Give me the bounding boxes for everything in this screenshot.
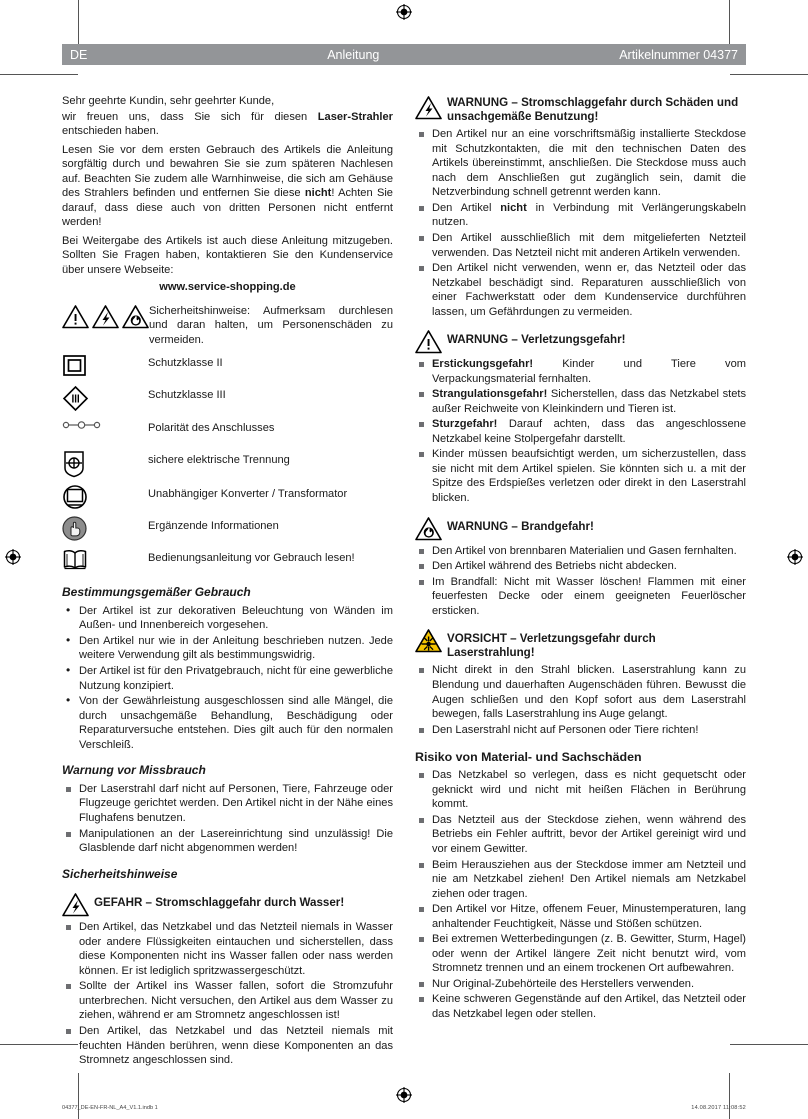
read-manual-book-icon <box>62 548 88 572</box>
list-item: Sturzgefahr! Darauf achten, dass das angeschlossene Netzkabel keine Stolpergefahr darstellt. <box>415 417 746 446</box>
list-item: Den Artikel von brennbaren Materialien und Gasen fernhalten. <box>415 544 746 559</box>
list-item: Den Artikel, das Netzkabel und das Netzteil niemals in Wasser oder andere Flüssigkeiten eintauchen und sicherstellen, dass diese Komponenten nicht ins Wasser fallen oder nass werden können. Er ist lediglich spritzwassergeschützt. <box>62 920 393 978</box>
registration-target-icon <box>5 549 21 565</box>
list-item: Der Laserstrahl darf nicht auf Personen, Tiere, Fahrzeuge oder Flugzeuge gerichtet werden. Den Artikel nicht in der Nähe eines Flughafens benutzen. <box>62 782 393 826</box>
crop-mark-top-left-vertical <box>78 0 79 46</box>
registration-target-icon <box>787 549 803 565</box>
list-item: Den Artikel vor Hitze, offenem Feuer, Minustemperaturen, lang anhaltender Feuchtigkeit, Nässe und Stößen schützen. <box>415 902 746 931</box>
warning-triangle-laser-icon <box>415 627 447 653</box>
footer-filename: 04377_DE-EN-FR-NL_A4_V1.1.indb 1 <box>62 1105 158 1111</box>
warning-injury-list <box>415 357 746 505</box>
list-item: Manipulationen an der Lasereinrichtung sind unzulässig! Die Glasblende darf nicht abgenommen werden! <box>62 827 393 856</box>
legend-row <box>62 450 393 478</box>
section-heading-intended-use: Bestimmungsgemäßer Gebrauch <box>62 585 251 600</box>
warning-triangle-electric-icon <box>415 94 447 120</box>
list-item: Das Netzteil aus der Steckdose ziehen, wenn während des Betriebs ein Fehler auftritt, bevor der Artikel gereinigt wird und vor einem Gewitter. <box>415 813 746 857</box>
warning-fire-title: WARNUNG – Brandgefahr! <box>447 519 594 533</box>
crop-mark-top-right-horizontal <box>730 74 808 75</box>
page-header-bar <box>62 44 746 65</box>
independent-converter-icon <box>62 484 88 510</box>
article-number: Artikelnummer 04377 <box>619 47 738 62</box>
protection-class-3-icon <box>62 385 89 412</box>
material-risk-list <box>415 768 746 1021</box>
right-column <box>415 94 746 1023</box>
section-heading-misuse-warning: Warnung vor Missbrauch <box>62 763 206 778</box>
additional-information-hand-icon <box>62 516 87 541</box>
legend-row <box>62 484 393 510</box>
list-item: Beim Herausziehen aus der Steckdose immer am Netzteil und nie am Netzkabel ziehen! Den Artikel niemals am Netzkabel ziehen oder tragen. <box>415 858 746 902</box>
list-item: • Von der Gewährleistung ausgeschlossen sind alle Mängel, die durch unsachgemäße Behandlung, Beschädigung oder Reparaturversuche entstehen. Dies gilt auch für den normalen Verschleiß. <box>62 694 393 752</box>
list-item: • Der Artikel ist für den Privatgebrauch, nicht für eine gewerbliche Nutzung konzipiert. <box>62 664 393 693</box>
legend-row <box>62 304 393 347</box>
polarity-icon <box>62 418 102 432</box>
legend-row <box>62 418 393 444</box>
legend-icon-group <box>62 353 148 378</box>
crop-mark-top-left-horizontal <box>0 74 78 75</box>
list-item: Den Laserstrahl nicht auf Personen oder Tiere richten! <box>415 723 746 738</box>
warning-shock-title: WARNUNG – Stromschlaggefahr durch Schäden und unsachgemäße Benutzung! <box>447 96 739 124</box>
caution-laser-title: VORSICHT – Verletzungsgefahr durch Laserstrahlung! <box>447 632 656 660</box>
list-item: Den Artikel nur an eine vorschriftsmäßig installierte Steckdose mit Schutzkontakten, die mit den technischen Daten des Artikels übereinstimmt, anschließen. Die Steckdose muss auch nach dem Anschließen gut zugänglich sein, damit die Netzverbindung schnell getrennt werden kann. <box>415 127 746 200</box>
list-item: Nicht direkt in den Strahl blicken. Laserstrahlung kann zu Blendung und dauerhaften Augenschäden führen. Bewusst die Augen schließen und den Kopf sofort aus dem Laserstrahl bewegen, falls Laserstrahlung ins Auge gelangt. <box>415 663 746 721</box>
section-heading-material-risk: Risiko von Material- und Sachschäden <box>415 750 642 765</box>
crop-mark-bottom-left-vertical <box>78 1073 79 1119</box>
caution-laser-heading <box>415 627 746 660</box>
danger-water-heading <box>62 891 393 917</box>
section-heading-safety-notes: Sicherheitshinweise <box>62 866 178 881</box>
legend-row <box>62 548 393 574</box>
list-item: Den Artikel, das Netzkabel und das Netzteil niemals mit feuchten Händen berühren, wenn diese Komponenten an das Stromnetz angeschlossen sind. <box>62 1024 393 1068</box>
legend-label: Schutzklasse III <box>148 389 226 402</box>
warning-triangle-exclamation-icon <box>62 304 89 329</box>
legend-row <box>62 353 393 379</box>
list-item: Den Artikel während des Betriebs nicht abdecken. <box>415 559 746 574</box>
crop-mark-top-right-vertical <box>729 0 730 46</box>
page-footer <box>62 1105 746 1111</box>
intro-paragraph-1: wir freuen uns, dass Sie sich für diesen Laser-Strahler entschieden haben. <box>62 110 393 138</box>
list-item: Kinder müssen beaufsichtigt werden, um sicherzustellen, dass sie nicht mit dem Artikel spielen. Sie könnten sich u. a mit der Spitze des Erdspießes verletzen oder direkt in den Laserstrahl blicken. <box>415 447 746 505</box>
list-item: Den Artikel ausschließlich mit dem mitgelieferten Netzteil verwenden. Das Netzteil nicht mit anderen Artikeln verwenden. <box>415 231 746 260</box>
legend-label: Polarität des Anschlusses <box>148 422 275 435</box>
list-item: Den Artikel nicht in Verbindung mit Verlängerungskabeln nutzen. <box>415 201 746 230</box>
warning-fire-list <box>415 544 746 619</box>
list-item: Sollte der Artikel ins Wasser fallen, sofort die Stromzufuhr unterbrechen. Nicht versuchen, den Artikel aus dem Wasser zu ziehen, während er am Stromnetz angeschlossen ist! <box>62 979 393 1023</box>
danger-water-title: GEFAHR – Stromschlaggefahr durch Wasser! <box>94 896 345 910</box>
legend-icon-group <box>62 418 148 432</box>
left-column <box>62 94 393 1070</box>
legend-icon-group <box>62 385 148 412</box>
legend-icon-group <box>62 484 148 510</box>
legend-label: Schutzklasse II <box>148 357 223 370</box>
warning-shock-heading <box>415 94 746 124</box>
registration-target-icon <box>396 1087 412 1103</box>
warning-triangle-fire-icon <box>122 304 149 329</box>
legend-label: Ergänzende Informationen <box>148 520 279 533</box>
safe-isolation-transformer-icon <box>62 450 86 478</box>
list-item: Das Netzkabel so verlegen, dass es nicht gequetscht oder geknickt wird und nicht mit heißen Flächen in Berührung kommt. <box>415 768 746 812</box>
salutation: Sehr geehrte Kundin, sehr geehrter Kunde, <box>62 95 275 107</box>
warning-triangle-electric-icon <box>92 304 119 329</box>
intro-paragraph-3: Bei Weitergabe des Artikels ist auch diese Anleitung mitzugeben. Sollten Sie Fragen haben, kontaktieren Sie den Kundenservice über unsere Webseite: <box>62 234 393 276</box>
list-item: Den Artikel nicht verwenden, wenn er, das Netzteil oder das Netzkabel beschädigt sind. Reparaturen ausschließlich von einer Fachwerkstatt oder dem Kundenservice durchführen lassen, um Gefährdungen zu vermeiden. <box>415 261 746 319</box>
intended-use-list <box>62 604 393 752</box>
crop-mark-bottom-right-horizontal <box>730 1044 808 1045</box>
legend-icon-group <box>62 548 148 572</box>
warning-triangle-electric-icon <box>62 891 94 917</box>
registration-target-icon <box>396 4 412 20</box>
list-item: Keine schweren Gegenstände auf den Artikel, das Netzteil oder das Netzkabel legen oder stellen. <box>415 992 746 1021</box>
intro-block <box>62 94 393 139</box>
service-website: www.service-shopping.de <box>159 281 296 294</box>
list-item: Nur Original-Zubehörteile des Herstellers verwenden. <box>415 977 746 992</box>
intro-paragraph-2: Lesen Sie vor dem ersten Gebrauch des Artikels die Anleitung sorgfältig durch und bewahren Sie sie zum späteren Nachlesen auf. Beachten Sie zudem alle Warnhinweise, die sich am Gehäuse des Strahlers befinden und entfernen Sie diese nicht! Achten Sie darauf, dass diese auch von dritten Personen nicht entfernt werden! <box>62 143 393 229</box>
warning-shock-list <box>415 127 746 319</box>
warning-triangle-exclamation-icon <box>415 328 447 354</box>
page-title: Anleitung <box>327 47 380 62</box>
legend-icon-group <box>62 304 149 329</box>
footer-timestamp: 14.08.2017 11:08:52 <box>691 1105 746 1111</box>
legend-icon-group <box>62 450 148 478</box>
list-item: Strangulationsgefahr! Sicherstellen, dass das Netzkabel stets außer Reichweite von Kleinkindern und Tieren ist. <box>415 387 746 416</box>
warning-injury-heading <box>415 328 746 354</box>
list-item: Bei extremen Wetterbedingungen (z. B. Gewitter, Sturm, Hagel) oder wenn der Artikel längere Zeit nicht benutzt wird, vom Stromnetz trennen und an einem trockenen Ort aufbewahren. <box>415 932 746 976</box>
language-code: DE <box>70 47 88 62</box>
legend-label: Unabhängiger Konverter / Transformator <box>148 488 348 501</box>
danger-water-list <box>62 920 393 1067</box>
list-item: Im Brandfall: Nicht mit Wasser löschen! Flammen mit einer feuerfesten Decke oder einem geeigneten Feuerlöscher ersticken. <box>415 575 746 619</box>
legend-row <box>62 385 393 412</box>
warning-triangle-fire-icon <box>415 515 447 541</box>
legend-row <box>62 516 393 542</box>
list-item: Erstickungsgefahr! Kinder und Tiere vom Verpackungsmaterial fernhalten. <box>415 357 746 386</box>
list-item: • Den Artikel nur wie in der Anleitung beschrieben nutzen. Jede weitere Verwendung gilt als bestimmungswidrig. <box>62 634 393 663</box>
caution-laser-list <box>415 663 746 737</box>
warning-fire-heading <box>415 515 746 541</box>
legend-icon-group <box>62 516 148 541</box>
misuse-warning-list <box>62 782 393 856</box>
legend-label: sichere elektrische Trennung <box>148 454 290 467</box>
legend-label: Bedienungsanleitung vor Gebrauch lesen! <box>148 552 355 565</box>
crop-mark-bottom-right-vertical <box>729 1073 730 1119</box>
list-item: • Der Artikel ist zur dekorativen Beleuchtung von Wänden im Außen- und Innenbereich vorgesehen. <box>62 604 393 633</box>
symbol-legend <box>62 304 393 574</box>
protection-class-2-icon <box>62 353 87 378</box>
warning-injury-title: WARNUNG – Verletzungsgefahr! <box>447 333 626 347</box>
legend-label: Sicherheitshinweise: Aufmerksam durchlesen und daran halten, um Personenschäden zu vermeiden. <box>149 304 393 346</box>
